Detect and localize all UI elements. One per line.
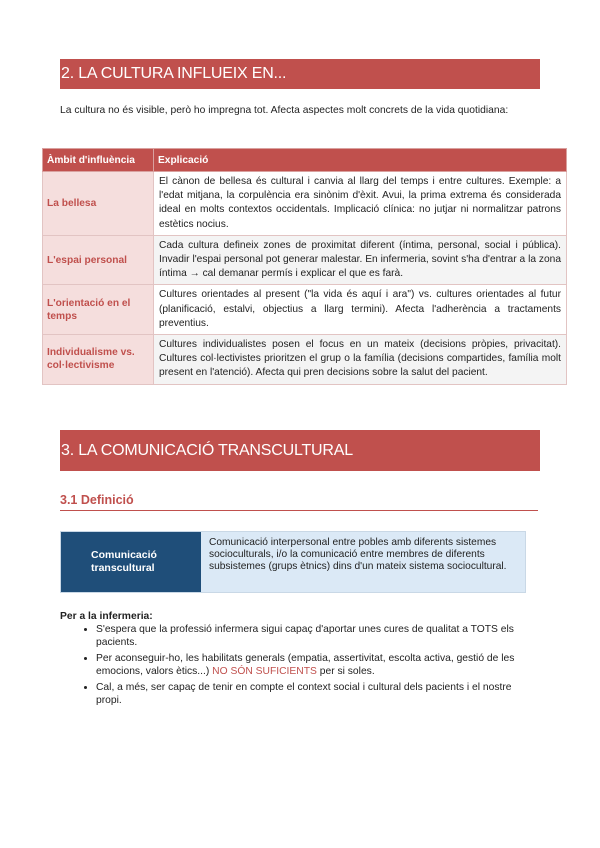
culture-influence-table: [42, 148, 567, 385]
definition-term-text: Comunicació transcultural: [91, 549, 157, 574]
list-item: [96, 624, 540, 649]
row-value: Cada cultura defineix zones de proximitat diferent (íntima, personal, social i pública). Invadir l'espai personal pot generar malestar. En infermeria, sovint s'ha d'entrar a la zona íntima → cal demanar permís i explicar el que es farà.: [154, 235, 567, 285]
row-key: L'orientació en el temps: [43, 285, 154, 335]
table-row: [43, 335, 567, 385]
row-key: L'espai personal: [43, 235, 154, 285]
definition-subheading: 3.1 Definició: [60, 493, 538, 511]
row-value: El cànon de bellesa és cultural i canvia al llarg del temps i entre cultures. Exemple: a l'edat mitjana, la corpulència era sinònim d'èxit. Avui, la prima extrema és considerada ideal en molts contextos occidentals. Implicació clínica: no jutjar ni normalitzar patrons estètics nocius.: [154, 172, 567, 236]
row-value: Cultures individualistes posen el focus en un mateix (decisions pròpies, privacitat). Cultures col·lectivistes prioritzen el grup o la família (decisions compartides, família molt present en l'atenció). Afecta qui pren decisions sobre la salut del pacient.: [154, 335, 567, 385]
table-row: [43, 235, 567, 285]
definition-description: Comunicació interpersonal entre pobles amb diferents sistemes socioculturals, i/o la comunicació entre membres de diferents subsistemes (grups ètnics) dins d'un mateix sistema sociocultural.: [201, 532, 525, 592]
list-item-text: Per aconseguir-ho, les habilitats generals (empatia, assertivitat, escolta activa, gestió de les emocions, valors ètics...): [96, 653, 515, 677]
table-row: [43, 172, 567, 236]
table-header-row: [43, 149, 567, 172]
list-item-text: S'espera que la professió infermera sigui capaç d'aportar unes cures de qualitat a TOTS els pacients.: [96, 624, 514, 648]
section-2-heading: [60, 59, 540, 89]
list-item-highlight: NO SÓN SUFICIENTS: [212, 665, 317, 677]
definition-term: [61, 532, 201, 592]
table-header-explanation: Explicació: [154, 149, 567, 172]
row-key: La bellesa: [43, 172, 154, 236]
section-2-intro: La cultura no és visible, però ho impregna tot. Afecta aspectes molt concrets de la vida quotidiana:: [60, 105, 509, 116]
row-key: Individualisme vs. col·lectivisme: [43, 335, 154, 385]
nursing-section: [60, 611, 540, 711]
list-item: [96, 653, 540, 678]
section-3-heading: [60, 430, 540, 471]
list-item-suffix: per si soles.: [316, 665, 375, 677]
list-item: [96, 682, 540, 707]
row-value: Cultures orientades al present ("la vida és aquí i ara") vs. cultures orientades al futur (planificació, estalvi, objectius a llarg termini). Afecta l'adherència a tractaments preventius.: [154, 285, 567, 335]
nursing-title: Per a la infermeria:: [60, 611, 153, 622]
table-header-scope: Àmbit d'influència: [43, 149, 154, 172]
definition-box: [60, 531, 526, 593]
nursing-list: [60, 624, 540, 707]
section-2-heading-text: 2. LA CULTURA INFLUEIX EN...: [61, 65, 287, 82]
section-3-heading-text: 3. LA COMUNICACIÓ TRANSCULTURAL: [61, 441, 353, 459]
list-item-text: Cal, a més, ser capaç de tenir en compte el context social i cultural dels pacients i el nostre propi.: [96, 682, 512, 706]
table-row: [43, 285, 567, 335]
